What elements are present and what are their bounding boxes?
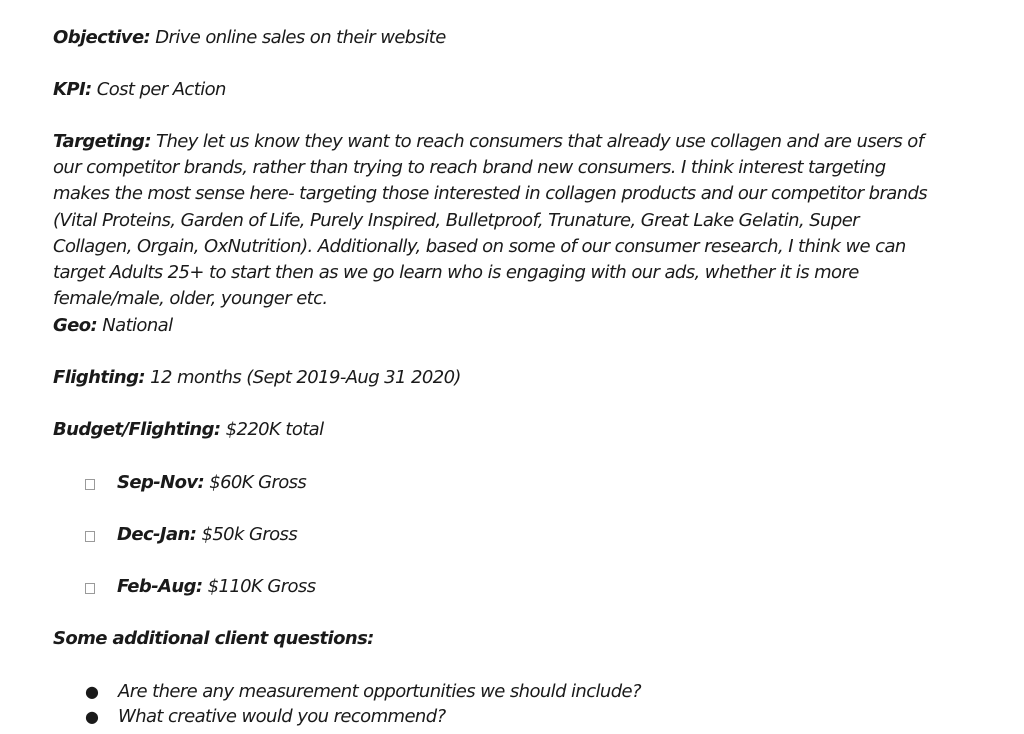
- budget-item: [85, 522, 297, 548]
- budget-item: [85, 470, 306, 496]
- questions-heading: [53, 626, 933, 652]
- geo-line: [53, 313, 933, 339]
- budget-item-label: Dec-Jan:: [117, 524, 197, 545]
- budget-label: Budget/Flighting:: [53, 419, 221, 440]
- questions-heading-text: Some additional client questions:: [53, 628, 374, 649]
- flighting-value: 12 months (Sept 2019-Aug 31 2020): [145, 367, 461, 388]
- checkbox-icon[interactable]: [85, 479, 95, 490]
- budget-line: [53, 417, 933, 443]
- objective-value: Drive online sales on their website: [150, 27, 446, 48]
- objective-label: Objective:: [53, 27, 151, 48]
- geo-value: National: [97, 315, 173, 336]
- flighting-label: Flighting:: [53, 367, 146, 388]
- bullet-icon: ●: [85, 707, 99, 726]
- budget-item-value: $60K Gross: [204, 472, 307, 493]
- budget-item-value: $110K Gross: [202, 576, 316, 597]
- objective-line: [53, 25, 933, 51]
- kpi-label: KPI:: [53, 79, 92, 100]
- question-text: Are there any measurement opportunities we should include?: [118, 681, 641, 702]
- geo-label: Geo:: [53, 315, 98, 336]
- budget-item-label: Feb-Aug:: [117, 576, 203, 597]
- budget-item: [85, 574, 315, 600]
- flighting-line: [53, 365, 933, 391]
- targeting-paragraph: [53, 129, 933, 312]
- budget-item-value: $50k Gross: [196, 524, 298, 545]
- budget-item-label: Sep-Nov:: [117, 472, 205, 493]
- targeting-value: They let us know they want to reach consumers that already use collagen and are users of our competitor brands, rather than trying to reach brand new consumers. I think interest targeting makes the most sense here- targeting those interested in collagen products and our competitor brands (Vital Proteins, Garden of Life, Purely Inspired, Bulletproof, Trunature, Great Lake Gelatin, Super Collagen, Orgain, OxNutrition). Additionally, based on some of our consumer research, I think we can target Adults 25+ to start then as we go learn who is engaging with our ads, whether it is more female/male, older, younger etc.: [53, 131, 928, 310]
- budget-value: $220K total: [220, 419, 324, 440]
- kpi-value: Cost per Action: [91, 79, 226, 100]
- list-item: [85, 704, 446, 729]
- question-text: What creative would you recommend?: [118, 706, 446, 727]
- checkbox-icon[interactable]: [85, 531, 95, 542]
- targeting-label: Targeting:: [53, 131, 151, 152]
- bullet-icon: ●: [85, 682, 99, 701]
- list-item: [85, 679, 641, 704]
- checkbox-icon[interactable]: [85, 583, 95, 594]
- kpi-line: [53, 77, 933, 103]
